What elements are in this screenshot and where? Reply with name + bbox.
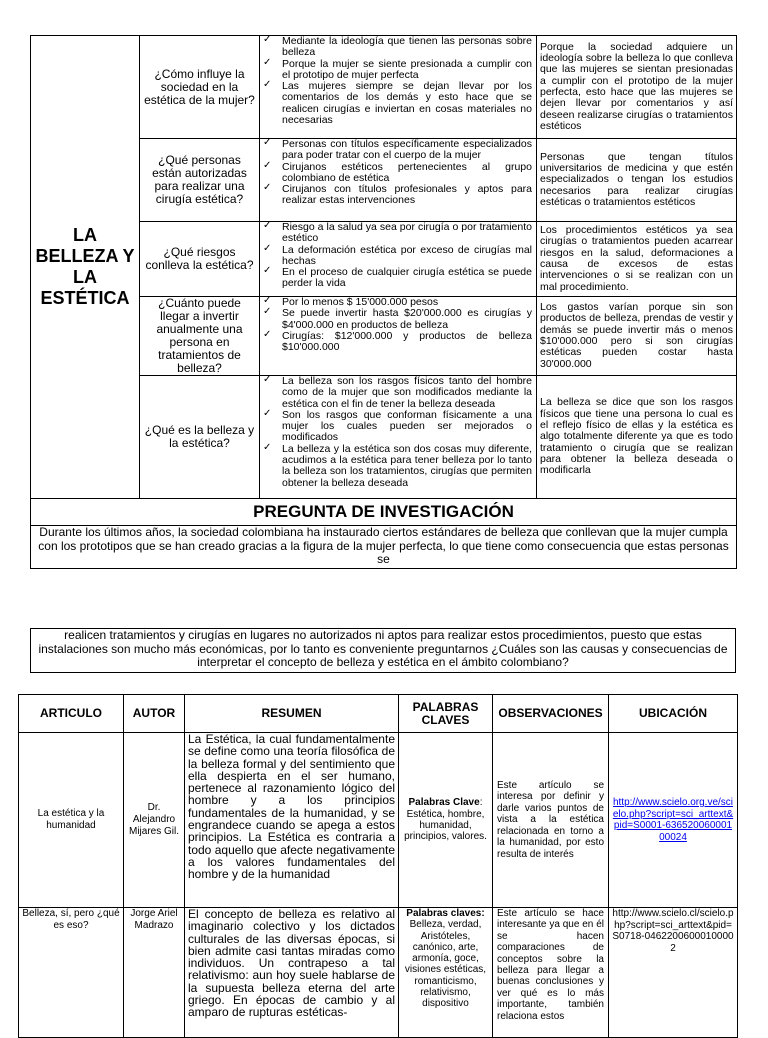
column-header: AUTOR — [124, 695, 185, 733]
answer-list — [262, 222, 532, 290]
column-header: RESUMEN — [185, 695, 399, 733]
article-observations: Este artículo se hace interesante ya que en él se hacen comparaciones de conceptos sobre la belleza para llegar a buenas conclusiones y ver qué es lo más importante, también relaciona estos — [493, 908, 609, 1038]
question-cell: ¿Qué personas están autorizadas para realizar una cirugía estética? — [140, 139, 260, 222]
article-location: http://www.scielo.cl/scielo.php?script=sci_arttext&pid=S0718-04622006000100002 — [609, 908, 738, 1038]
article-location — [609, 733, 738, 908]
articles-table — [18, 694, 738, 1038]
article-keywords — [399, 908, 493, 1038]
list-item: ✓ Cirugías: $12'000.000 y productos de belleza $10'000.000 — [262, 331, 532, 354]
research-question-continuation: realicen tratamientos y cirugías en lugares no autorizados ni aptos para realizar estos procedimientos, puesto que estas instalaciones son mucho más económicas, por lo tanto es conveniente preguntarnos ¿Cuáles son las causas y consecuencias de interpretar el concepto de belleza y estética en el ámbito colombiano? — [30, 628, 736, 673]
question-cell: ¿Qué es la belleza y la estética? — [140, 376, 260, 499]
research-question-text: Durante los últimos años, la sociedad colombiana ha instaurado ciertos estándares de belleza que conllevan que la mujer cumpla con los prototipos que se han creado gracias a la figura de la mujer perfecta, lo que tiene como consecuencia que estas personas se — [31, 526, 737, 569]
answers-cell — [260, 297, 537, 376]
answer-list — [262, 139, 532, 207]
article-author: Jorge Ariel Madrazo — [124, 908, 185, 1038]
answers-cell — [260, 139, 537, 222]
topic-table — [30, 35, 737, 569]
article-keywords — [399, 733, 493, 908]
table-row — [31, 499, 737, 526]
column-header: UBICACIÓN — [609, 695, 738, 733]
answers-cell — [260, 36, 537, 139]
list-item: ✓ Por lo menos $ 15'000.000 pesos — [262, 297, 532, 308]
column-header: OBSERVACIONES — [493, 695, 609, 733]
column-header: ARTICULO — [19, 695, 124, 733]
question-cell: ¿Cuánto puede llegar a invertir anualmente una persona en tratamientos de belleza? — [140, 297, 260, 376]
list-item: ✓ Cirujanos con títulos profesionales y aptos para realizar estas intervenciones — [262, 184, 532, 207]
list-item: ✓ Personas con títulos específicamente especializados para poder tratar con el cuerpo de la mujer — [262, 139, 532, 162]
keywords-text: : Estética, hombre, humanidad, principios, valores. — [404, 797, 487, 843]
list-item: ✓ Cirujanos estéticos pertenecientes al grupo colombiano de estética — [262, 162, 532, 185]
research-question-heading: PREGUNTA DE INVESTIGACIÓN — [31, 499, 737, 526]
table-header-row — [19, 695, 738, 733]
answers-cell — [260, 376, 537, 499]
table-row — [31, 36, 737, 139]
summary-cell: Porque la sociedad adquiere un ideología sobre la belleza lo que conlleva que las mujeres se sientan presionadas a cumplir con el prototipo de la mujer perfecta, esto hace que las mujeres se dejen llevar por comentarios y así deseen realizarse cirugías o tratamientos estéticos — [537, 36, 737, 139]
keywords-label: Palabras claves: — [406, 908, 485, 919]
answer-list — [262, 297, 532, 353]
keywords-text: Belleza, verdad, Aristóteles, canónico, arte, armonía, goce, visiones estéticas, romanticismo, relativismo, dispositivo — [404, 919, 487, 1010]
article-summary: El concepto de belleza es relativo al imaginario colectivo y los dictados culturales de las diversas épocas, si bien admite casi tantas miradas como individuos. Un contrapeso a tal relativismo: aun hoy suele hablarse de la supuesta belleza eterna del arte griego. En épocas de cambio y al amparo de rupturas estéticas- — [185, 908, 399, 1038]
list-item: ✓ Mediante la ideología que tienen las personas sobre belleza — [262, 36, 532, 59]
list-item: ✓ En el proceso de cualquier cirugía estética se puede perder la vida — [262, 267, 532, 290]
answer-list — [262, 376, 532, 489]
summary-cell: Los procedimientos estéticos ya sea cirugías o tratamientos pueden acarrear riesgos en la salud, deformaciones a causa de excesos de estas intervenciones o si se realizan con un mal procedimiento. — [537, 222, 737, 297]
list-item: ✓ La deformación estética por exceso de cirugías mal hechas — [262, 245, 532, 268]
list-item: ✓ Son los rasgos que conforman físicamente a una mujer los cuales pueden ser mejorados o modificados — [262, 410, 532, 444]
list-item: ✓ Se puede invertir hasta $20'000.000 es cirugías y $4'000.000 en productos de belleza — [262, 308, 532, 331]
answers-cell — [260, 222, 537, 297]
summary-cell: La belleza se dice que son los rasgos físicos que tiene una persona lo cual es el reflejo físico de ellas y la estética es algo totalmente diferente ya que es todo tratamiento o cirugía que se realizan para obtener la belleza deseada o modificarla — [537, 376, 737, 499]
table-row — [19, 733, 738, 908]
article-observations: Este artículo se interesa por definir y darle varios puntos de vista a la estética relacionada en torno a la humanidad, por esto resulta de interés — [493, 733, 609, 908]
keywords-label: Palabras Clave — [408, 797, 480, 809]
table-row — [19, 908, 738, 1038]
answer-list — [262, 36, 532, 126]
article-author: Dr. Alejandro Mijares Gil. — [124, 733, 185, 908]
list-item: ✓ Las mujeres siempre se dejan llevar por los comentarios de los demás y esto hace que se realicen cirugías e inviertan en cosas materiales no necesarias — [262, 81, 532, 126]
article-summary: La Estética, la cual fundamentalmente se define como una teoría filosófica de la belleza formal y del sentimiento que ella despierta en el ser humano, pertenece al razonamiento lógico del hombre y a los principios fundamentales de la humanidad, y se engrandece cuando se apega a estos principios. La Estética es contraria a todo aquello que afecte negativamente a los valores fundamentales del hombre y de la humanidad — [185, 733, 399, 908]
list-item: ✓ Riesgo a la salud ya sea por cirugía o por tratamiento estético — [262, 222, 532, 245]
summary-cell: Los gastos varían porque sin son productos de belleza, prendas de vestir y demás se puede invertir más o menos $10'000.000 pero si son cirugías estéticas pueden costar hasta 30'000.000 — [537, 297, 737, 376]
topic-title: LA BELLEZA Y LA ESTÉTICA — [31, 36, 140, 499]
list-item: ✓ Porque la mujer se siente presionada a cumplir con el prototipo de mujer perfecta — [262, 59, 532, 82]
question-cell: ¿Cómo influye la sociedad en la estética de la mujer? — [140, 36, 260, 139]
question-cell: ¿Qué riesgos conlleva la estética? — [140, 222, 260, 297]
article-title: Belleza, sí, pero ¿qué es eso? — [19, 908, 124, 1038]
summary-cell: Personas que tengan títulos universitarios de medicina y que estén especializados o tengan los estudios necesarios para realizar cirugías estéticas o tratamientos estéticos — [537, 139, 737, 222]
article-title: La estética y la humanidad — [19, 733, 124, 908]
list-item: ✓ La belleza son los rasgos físicos tanto del hombre como de la mujer que son modificados mediante la estética con el fin de tener la belleza deseada — [262, 376, 532, 410]
list-item: ✓ La belleza y la estética son dos cosas muy diferente, acudimos a la estética para tener belleza por lo tanto la belleza son los tratamientos, cirugías que permiten obtener la belleza deseada — [262, 444, 532, 489]
table-row — [31, 526, 737, 569]
location-link[interactable]: http://www.scielo.org.ve/scielo.php?script=sci_arttext&pid=S0001-63652006000100024 — [612, 797, 734, 843]
column-header: PALABRAS CLAVES — [399, 695, 493, 733]
